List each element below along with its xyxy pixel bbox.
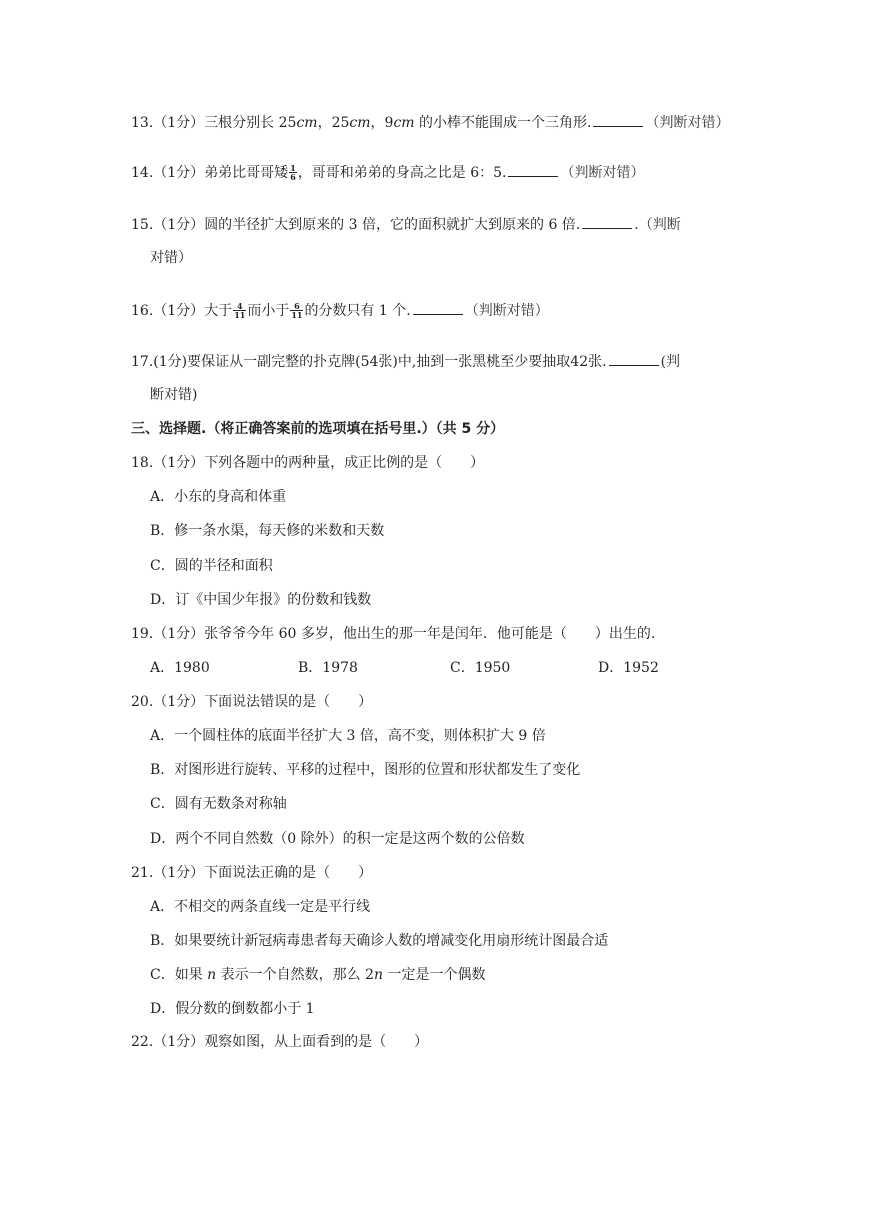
question-22: 22.（1分）观察如图，从上面看到的是（ ）: [131, 1034, 429, 1050]
option-b[interactable]: B．1978: [298, 660, 358, 676]
answer-blank[interactable]: [413, 300, 463, 315]
question-15: 15.（1分）圆的半径扩大到原来的 3 倍，它的面积就扩大到原来的 6 倍. .（判断: [131, 214, 681, 235]
option-b[interactable]: B．如果要统计新冠病毒患者每天确诊人数的增减变化用扇形统计图最合适: [150, 933, 609, 949]
fraction: $\frac{4}{11}$: [234, 300, 246, 320]
fraction: $\frac{6}{11}$: [291, 300, 303, 320]
question-18: 18.（1分）下列各题中的两种量，成正比例的是（ ）: [131, 455, 485, 471]
option-d[interactable]: D．1952: [598, 660, 659, 676]
option-d[interactable]: D．订《中国少年报》的份数和钱数: [150, 592, 372, 608]
option-c[interactable]: C．圆的半径和面积: [150, 558, 273, 574]
question-17-continuation: 断对错): [150, 387, 198, 403]
option-c[interactable]: C．1950: [450, 660, 511, 676]
answer-blank[interactable]: [582, 214, 632, 229]
question-17: 17.(1分)要保证从一副完整的扑克牌(54张)中,抽到一张黑桃至少要抽取42张. (判: [131, 351, 680, 372]
option-b[interactable]: B．修一条水渠，每天修的米数和天数: [150, 523, 385, 539]
option-a[interactable]: A．不相交的两条直线一定是平行线: [150, 899, 371, 915]
answer-blank[interactable]: [508, 162, 558, 177]
answer-blank[interactable]: [609, 351, 659, 366]
option-a[interactable]: A．小东的身高和体重: [150, 489, 287, 505]
answer-blank[interactable]: [593, 112, 643, 127]
option-d[interactable]: D．两个不同自然数（0 除外）的积一定是这两个数的公倍数: [150, 831, 525, 847]
option-a[interactable]: A．一个圆柱体的底面半径扩大 3 倍，高不变，则体积扩大 9 倍: [150, 728, 546, 744]
option-b[interactable]: B．对图形进行旋转、平移的过程中，图形的位置和形状都发生了变化: [150, 762, 581, 778]
question-16: 16.（1分）大于 $\frac{4}{11}$ 而小于 $\frac{6}{11}$ 的分数只有 1 个. （判断对错）: [131, 300, 549, 320]
section-heading: 三、选择题.（将正确答案前的选项填在括号里.）（共 5 分）: [131, 421, 505, 437]
question-21: 21.（1分）下面说法正确的是（ ）: [131, 865, 373, 881]
option-c[interactable]: C．如果 n 表示一个自然数，那么 2n 一定是一个偶数: [150, 967, 486, 983]
question-13: 13.（1分）三根分别长 25cm，25cm，9cm 的小棒不能围成一个三角形. （判断对错）: [131, 112, 729, 133]
option-d[interactable]: D．假分数的倒数都小于 1: [150, 1001, 315, 1017]
fraction: $\frac{1}{6}$: [290, 162, 296, 182]
question-20: 20.（1分）下面说法错误的是（ ）: [131, 694, 373, 710]
question-15-continuation: 对错）: [150, 250, 192, 266]
question-19: 19.（1分）张爷爷今年 60 多岁，他出生的那一年是闰年．他可能是（ ）出生的.: [131, 626, 656, 642]
option-a[interactable]: A．1980: [150, 660, 210, 676]
question-14: 14.（1分）弟弟比哥哥矮 $\frac{1}{6}$ ，哥哥和弟弟的身高之比是 6：5. （判断对错）: [131, 162, 645, 182]
option-c[interactable]: C．圆有无数条对称轴: [150, 796, 287, 812]
